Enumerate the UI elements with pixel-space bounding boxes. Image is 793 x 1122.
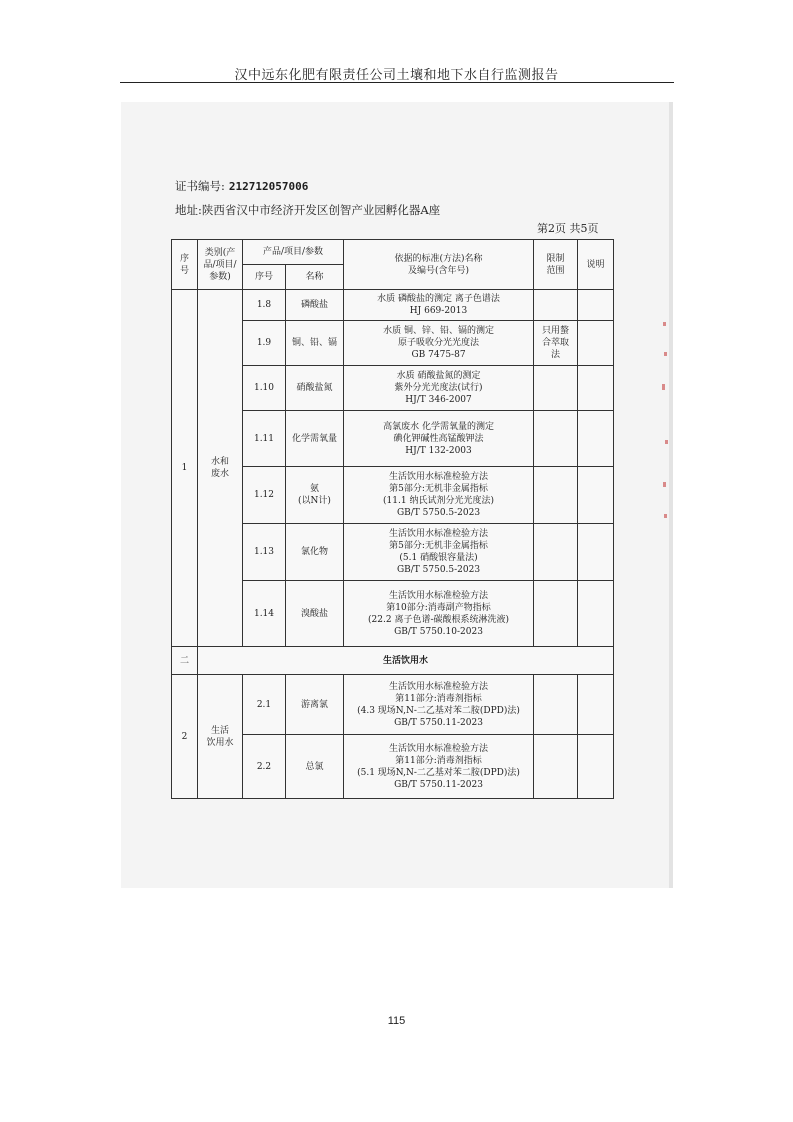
row-note [578, 411, 614, 467]
seal-mark [664, 514, 667, 518]
scanned-certificate-page [121, 102, 669, 888]
header-standard: 依据的标准(方法)名称 及编号(含年号) [344, 240, 534, 290]
row-name: 游离氯 [286, 675, 344, 735]
row-limit [534, 524, 578, 581]
row-note [578, 366, 614, 411]
row-standard: 水质 硝酸盐氮的测定 紫外分光光度法(试行) HJ/T 346-2007 [344, 366, 534, 411]
row-name: 氯化物 [286, 524, 344, 581]
row-standard: 水质 铜、锌、铅、镉的测定 原子吸收分光光度法 GB 7475-87 [344, 321, 534, 366]
table-row [172, 675, 614, 735]
certificate-address: 地址:陕西省汉中市经济开发区创智产业园孵化器A座 [175, 203, 441, 217]
group2-category: 生活 饮用水 [198, 675, 243, 799]
row-name: 化学需氧量 [286, 411, 344, 467]
row-limit [534, 366, 578, 411]
row-name: 溴酸盐 [286, 581, 344, 647]
header-name: 名称 [286, 265, 344, 290]
header-sub-seq: 序号 [243, 265, 286, 290]
table-row [172, 290, 614, 321]
capability-table [171, 239, 614, 799]
row-note [578, 524, 614, 581]
seal-mark [663, 322, 666, 326]
row-limit [534, 290, 578, 321]
row-note [578, 675, 614, 735]
row-limit [534, 675, 578, 735]
row-no: 2.1 [243, 675, 286, 735]
scan-edge-shadow [669, 102, 673, 888]
seal-mark [662, 384, 665, 390]
row-standard: 生活饮用水标准检验方法 第10部分:消毒副产物指标 (22.2 离子色谱-碳酸根系统淋洗液) GB/T 5750.10-2023 [344, 581, 534, 647]
header-category: 类别(产 品/项目/ 参数) [198, 240, 243, 290]
row-standard: 生活饮用水标准检验方法 第5部分:无机非金属指标 (5.1 硝酸银容量法) GB/T 5750.5-2023 [344, 524, 534, 581]
row-standard: 生活饮用水标准检验方法 第5部分:无机非金属指标 (11.1 纳氏试剂分光光度法) GB/T 5750.5-2023 [344, 467, 534, 524]
row-standard: 生活饮用水标准检验方法 第11部分:消毒剂指标 (4.3 现场N,N-二乙基对苯二胺(DPD)法) GB/T 5750.11-2023 [344, 675, 534, 735]
row-limit: 只用螯 合萃取 法 [534, 321, 578, 366]
row-name: 硝酸盐氮 [286, 366, 344, 411]
group1-seq: 1 [172, 290, 198, 647]
row-no: 1.14 [243, 581, 286, 647]
row-note [578, 735, 614, 799]
row-no: 1.12 [243, 467, 286, 524]
header-rule [120, 82, 674, 83]
row-note [578, 467, 614, 524]
section2-seq: 二 [172, 647, 198, 675]
row-standard: 高氯废水 化学需氧量的测定 碘化钾碱性高锰酸钾法 HJ/T 132-2003 [344, 411, 534, 467]
header-note: 说明 [578, 240, 614, 290]
row-note [578, 290, 614, 321]
header-product: 产品/项目/参数 [243, 240, 344, 265]
row-limit [534, 581, 578, 647]
seal-mark [665, 440, 668, 444]
report-title: 汉中远东化肥有限责任公司土壤和地下水自行监测报告 [234, 68, 559, 83]
row-note [578, 321, 614, 366]
row-name: 氨 (以N计) [286, 467, 344, 524]
row-no: 1.11 [243, 411, 286, 467]
row-limit [534, 467, 578, 524]
page-number: 115 [387, 1015, 406, 1027]
seal-mark [663, 482, 666, 487]
section-row [172, 647, 614, 675]
row-standard: 水质 磷酸盐的测定 离子色谱法 HJ 669-2013 [344, 290, 534, 321]
header-limit: 限制 范围 [534, 240, 578, 290]
row-name: 磷酸盐 [286, 290, 344, 321]
row-no: 1.8 [243, 290, 286, 321]
row-no: 1.13 [243, 524, 286, 581]
row-limit [534, 735, 578, 799]
row-name: 铜、铅、镉 [286, 321, 344, 366]
row-limit [534, 411, 578, 467]
certificate-number [175, 178, 308, 194]
group1-category: 水和 废水 [198, 290, 243, 647]
section2-title: 生活饮用水 [198, 647, 614, 675]
table-header-row [172, 240, 614, 265]
row-no: 2.2 [243, 735, 286, 799]
group2-seq: 2 [172, 675, 198, 799]
row-standard: 生活饮用水标准检验方法 第11部分:消毒剂指标 (5.1 现场N,N-二乙基对苯二胺(DPD)法) GB/T 5750.11-2023 [344, 735, 534, 799]
seal-mark [664, 352, 667, 356]
row-no: 1.9 [243, 321, 286, 366]
row-note [578, 581, 614, 647]
certificate-number-value: 212712057006 [228, 180, 309, 193]
seal-edge-marks [661, 322, 669, 522]
certificate-page-info: 第2页 共5页 [537, 222, 599, 235]
header-seq: 序 号 [172, 240, 198, 290]
certificate-number-label: 证书编号: [175, 179, 225, 193]
row-name: 总氯 [286, 735, 344, 799]
row-no: 1.10 [243, 366, 286, 411]
